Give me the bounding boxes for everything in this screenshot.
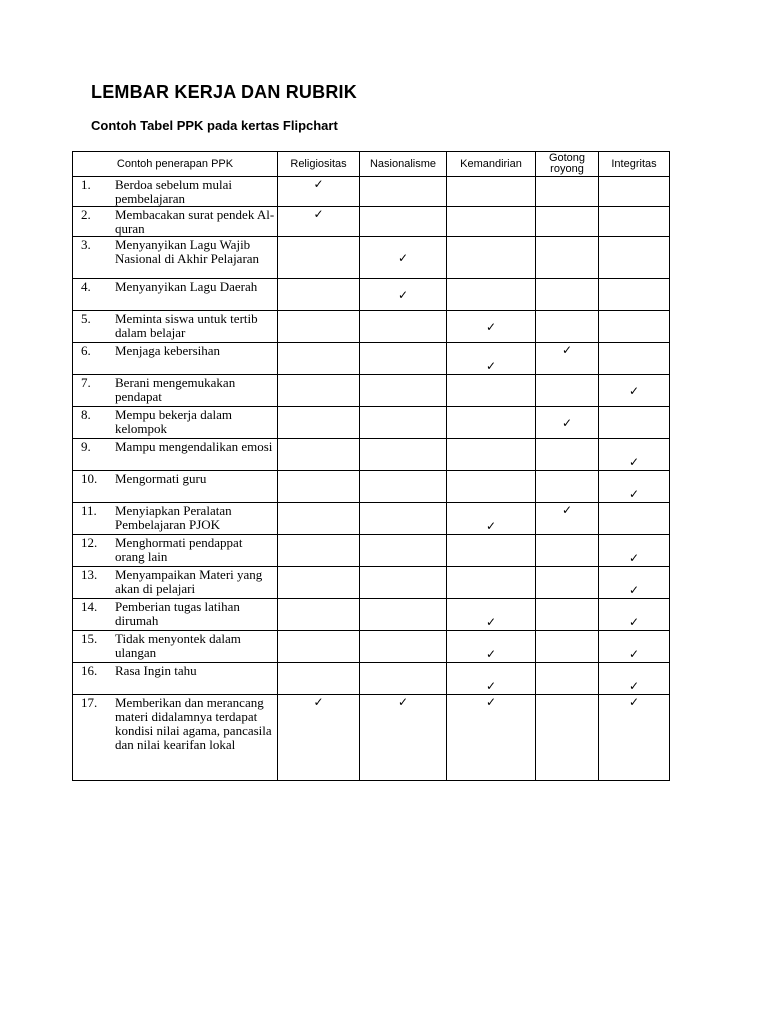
cell-kemandirian [447, 631, 536, 663]
cell-integritas [599, 663, 670, 695]
table-row [73, 567, 670, 599]
cell-kemandirian [447, 663, 536, 695]
row-description: Menyampaikan Materi yang akan di pelajari [115, 567, 263, 596]
ppk-description-cell [73, 535, 278, 567]
ppk-description-cell [73, 503, 278, 535]
row-number: 2. [81, 207, 91, 222]
table-row [73, 237, 670, 279]
row-number: 11. [81, 503, 97, 518]
cell-gotong-royong [536, 663, 599, 695]
table-row [73, 375, 670, 407]
cell-integritas [599, 503, 670, 535]
check-icon: ✓ [628, 455, 640, 469]
check-icon: ✓ [397, 287, 409, 302]
row-description: Menghormati pendappat orang lain [115, 535, 243, 564]
check-icon: ✓ [397, 250, 409, 265]
check-icon: ✓ [313, 177, 324, 191]
row-description: Rasa Ingin tahu [115, 663, 197, 678]
cell-nasionalisme [360, 567, 447, 599]
cell-integritas [599, 407, 670, 439]
ppk-description-cell [73, 177, 278, 207]
ppk-description-cell [73, 439, 278, 471]
cell-integritas [599, 631, 670, 663]
cell-religiositas [278, 599, 360, 631]
cell-gotong-royong [536, 311, 599, 343]
row-number: 1. [81, 177, 91, 192]
table-row [73, 279, 670, 311]
cell-religiositas [278, 279, 360, 311]
cell-gotong-royong [536, 567, 599, 599]
table-row [73, 471, 670, 503]
cell-religiositas [278, 567, 360, 599]
cell-gotong-royong [536, 535, 599, 567]
row-description: Berani mengemukakan pendapat [115, 375, 236, 404]
ppk-description-cell [73, 375, 278, 407]
cell-religiositas [278, 503, 360, 535]
cell-religiositas [278, 631, 360, 663]
row-number: 13. [81, 567, 98, 582]
check-icon: ✓ [485, 679, 497, 693]
header-gotong-royong: Gotong royong [536, 152, 599, 177]
cell-gotong-royong [536, 237, 599, 279]
table-row [73, 663, 670, 695]
row-description: Mengormati guru [115, 471, 207, 486]
page-subtitle: Contoh Tabel PPK pada kertas Flipchart [91, 118, 338, 133]
check-icon: ✓ [313, 207, 324, 221]
cell-kemandirian [447, 207, 536, 237]
ppk-description-cell [73, 599, 278, 631]
cell-religiositas [278, 177, 360, 207]
row-description: Memberikan dan merancang materi didalamnya terdapat kondisi nilai agama, pancasila dan nilai kearifan lokal [115, 695, 272, 752]
cell-integritas [599, 177, 670, 207]
check-icon: ✓ [628, 615, 640, 629]
cell-nasionalisme [360, 439, 447, 471]
row-number: 17. [81, 695, 98, 710]
row-description: Menyanyikan Lagu Daerah [115, 279, 258, 294]
cell-religiositas [278, 237, 360, 279]
cell-gotong-royong [536, 599, 599, 631]
cell-nasionalisme [360, 207, 447, 237]
cell-integritas [599, 207, 670, 237]
check-icon: ✓ [397, 695, 409, 709]
table-row [73, 311, 670, 343]
cell-gotong-royong [536, 695, 599, 781]
check-icon: ✓ [485, 319, 497, 334]
row-description: Membacakan surat pendek Al-quran [115, 207, 275, 236]
cell-religiositas [278, 535, 360, 567]
table-header-row [73, 152, 670, 177]
ppk-description-cell [73, 407, 278, 439]
ppk-description-cell [73, 471, 278, 503]
cell-kemandirian [447, 695, 536, 781]
check-icon: ✓ [628, 679, 640, 693]
check-icon: ✓ [561, 343, 573, 357]
row-number: 6. [81, 343, 91, 358]
cell-religiositas [278, 343, 360, 375]
header-religiositas: Religiositas [278, 152, 360, 177]
row-description: Mempu bekerja dalam kelompok [115, 407, 232, 436]
check-icon: ✓ [628, 551, 640, 565]
cell-integritas [599, 343, 670, 375]
row-description: Menjaga kebersihan [115, 343, 221, 358]
table-row [73, 631, 670, 663]
ppk-description-cell [73, 631, 278, 663]
row-description: Mampu mengendalikan emosi [115, 439, 273, 454]
page-title: LEMBAR KERJA DAN RUBRIK [91, 82, 357, 102]
cell-kemandirian [447, 407, 536, 439]
check-icon: ✓ [485, 615, 497, 629]
table-row [73, 439, 670, 471]
row-number: 14. [81, 599, 98, 614]
row-number: 4. [81, 279, 91, 294]
table-row [73, 535, 670, 567]
ppk-description-cell [73, 311, 278, 343]
table-row [73, 177, 670, 207]
table-row [73, 503, 670, 535]
cell-nasionalisme [360, 375, 447, 407]
row-description: Berdoa sebelum mulai pembelajaran [115, 177, 232, 206]
cell-nasionalisme [360, 343, 447, 375]
cell-gotong-royong [536, 439, 599, 471]
cell-gotong-royong [536, 503, 599, 535]
row-number: 10. [81, 471, 98, 486]
header-integritas: Integritas [599, 152, 670, 177]
cell-integritas [599, 695, 670, 781]
cell-integritas [599, 599, 670, 631]
cell-nasionalisme [360, 279, 447, 311]
table-body [73, 177, 670, 781]
row-number: 5. [81, 311, 91, 326]
cell-nasionalisme [360, 631, 447, 663]
cell-gotong-royong [536, 343, 599, 375]
cell-religiositas [278, 471, 360, 503]
cell-integritas [599, 535, 670, 567]
cell-religiositas [278, 695, 360, 781]
row-description: Menyiapkan Peralatan Pembelajaran PJOK [115, 503, 232, 532]
cell-kemandirian [447, 237, 536, 279]
ppk-description-cell [73, 695, 278, 781]
row-number: 9. [81, 439, 91, 454]
cell-religiositas [278, 375, 360, 407]
row-description: Meminta siswa untuk tertib dalam belajar [115, 311, 258, 340]
cell-nasionalisme [360, 535, 447, 567]
cell-kemandirian [447, 471, 536, 503]
check-icon: ✓ [485, 359, 497, 373]
cell-nasionalisme [360, 503, 447, 535]
cell-kemandirian [447, 535, 536, 567]
cell-nasionalisme [360, 599, 447, 631]
cell-kemandirian [447, 375, 536, 407]
cell-nasionalisme [360, 663, 447, 695]
cell-kemandirian [447, 503, 536, 535]
cell-nasionalisme [360, 311, 447, 343]
check-icon: ✓ [628, 647, 640, 661]
cell-gotong-royong [536, 631, 599, 663]
row-description: Pemberian tugas latihan dirumah [115, 599, 240, 628]
cell-gotong-royong [536, 177, 599, 207]
row-number: 3. [81, 237, 91, 252]
cell-religiositas [278, 207, 360, 237]
check-icon: ✓ [561, 415, 573, 430]
cell-gotong-royong [536, 471, 599, 503]
table-row [73, 407, 670, 439]
cell-religiositas [278, 439, 360, 471]
cell-gotong-royong [536, 207, 599, 237]
cell-gotong-royong [536, 279, 599, 311]
ppk-description-cell [73, 279, 278, 311]
table-row [73, 207, 670, 237]
check-icon: ✓ [628, 695, 640, 709]
cell-religiositas [278, 311, 360, 343]
row-number: 7. [81, 375, 91, 390]
cell-gotong-royong [536, 375, 599, 407]
header-nasionalisme: Nasionalisme [360, 152, 447, 177]
cell-kemandirian [447, 279, 536, 311]
cell-integritas [599, 279, 670, 311]
cell-nasionalisme [360, 237, 447, 279]
row-number: 8. [81, 407, 91, 422]
ppk-description-cell [73, 567, 278, 599]
check-icon: ✓ [561, 503, 573, 517]
row-description: Menyanyikan Lagu Wajib Nasional di Akhir Pelajaran [115, 237, 260, 266]
table-row [73, 343, 670, 375]
cell-integritas [599, 311, 670, 343]
cell-religiositas [278, 663, 360, 695]
cell-nasionalisme [360, 407, 447, 439]
check-icon: ✓ [628, 487, 640, 501]
table-row [73, 695, 670, 781]
row-number: 12. [81, 535, 98, 550]
row-number: 15. [81, 631, 98, 646]
check-icon: ✓ [628, 583, 640, 597]
cell-integritas [599, 237, 670, 279]
cell-integritas [599, 471, 670, 503]
cell-kemandirian [447, 567, 536, 599]
cell-kemandirian [447, 311, 536, 343]
cell-kemandirian [447, 177, 536, 207]
check-icon: ✓ [313, 695, 324, 709]
cell-kemandirian [447, 343, 536, 375]
cell-nasionalisme [360, 471, 447, 503]
ppk-description-cell [73, 207, 278, 237]
cell-integritas [599, 375, 670, 407]
ppk-description-cell [73, 343, 278, 375]
row-number: 16. [81, 663, 98, 678]
cell-gotong-royong [536, 407, 599, 439]
ppk-description-cell [73, 237, 278, 279]
header-kemandirian: Kemandirian [447, 152, 536, 177]
cell-kemandirian [447, 599, 536, 631]
cell-integritas [599, 439, 670, 471]
check-icon: ✓ [628, 383, 640, 398]
check-icon: ✓ [485, 519, 497, 533]
cell-kemandirian [447, 439, 536, 471]
cell-integritas [599, 567, 670, 599]
check-icon: ✓ [485, 695, 497, 709]
ppk-description-cell [73, 663, 278, 695]
header-contoh: Contoh penerapan PPK [73, 152, 278, 177]
cell-religiositas [278, 407, 360, 439]
cell-nasionalisme [360, 177, 447, 207]
ppk-table [72, 151, 670, 781]
row-description: Tidak menyontek dalam ulangan [115, 631, 241, 660]
table-row [73, 599, 670, 631]
check-icon: ✓ [485, 647, 497, 661]
cell-nasionalisme [360, 695, 447, 781]
